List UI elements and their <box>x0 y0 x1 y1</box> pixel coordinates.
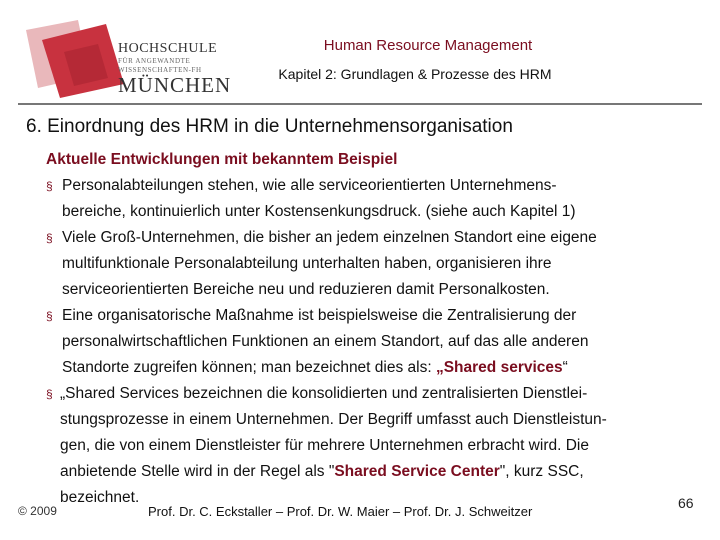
logo-line-4: MÜNCHEN <box>118 73 232 97</box>
bullet-item <box>46 381 696 511</box>
bullet-line: Viele Groß-Unternehmen, die bisher an jedem einzelnen Standort eine eigene <box>62 229 597 246</box>
bullet-marker: § <box>46 387 53 401</box>
bullet-line <box>62 355 696 381</box>
logo-line-3: WISSENSCHAFTEN-FH <box>118 66 202 74</box>
quote-open: „ <box>435 359 444 376</box>
slide-title: 6. Einordnung des HRM in die Unternehmensorganisation <box>26 116 513 137</box>
bullet-text: Standorte zugreifen können; man bezeichnet dies als: <box>62 359 436 376</box>
logo-wordmark <box>118 42 231 96</box>
university-logo <box>20 18 232 100</box>
bullet-marker: § <box>46 231 53 245</box>
bullet-line: stungsprozesse in einem Unternehmen. Der Begriff umfasst auch Dienstleistun- <box>60 411 607 428</box>
logo-line-1: HOCHSCHULE <box>118 41 218 56</box>
bullet-line: Personalabteilungen stehen, wie alle serviceorientierten Unternehmens- <box>62 177 557 194</box>
quote-open: " <box>328 463 335 480</box>
page-number: 66 <box>678 495 694 511</box>
quote-close: “ <box>562 359 568 376</box>
header-divider <box>18 103 702 105</box>
chapter-subtitle: Kapitel 2: Grundlagen & Prozesse des HRM <box>278 66 552 82</box>
slide-body <box>46 147 696 511</box>
bullet-marker: § <box>46 179 53 193</box>
bullet-item <box>46 303 696 381</box>
bullet-text: , kurz SSC, <box>505 463 584 480</box>
logo-line-2: FÜR ANGEWANDTE <box>118 57 191 65</box>
bullet-line: gen, die von einem Dienstleister für mehrere Unternehmen erbracht wird. Die <box>60 437 589 454</box>
shared-services-term: Shared services <box>443 359 563 376</box>
section-subheading: Aktuelle Entwicklungen mit bekanntem Beispiel <box>46 151 398 168</box>
bullet-line: multifunktionale Personalabteilung unterhalten haben, organisieren ihre <box>62 255 552 272</box>
bullet-text: anbietende Stelle wird in der Regel als <box>60 463 329 480</box>
ssc-term: Shared Service Center <box>334 463 500 480</box>
quote-close: " <box>499 463 506 480</box>
bullet-item <box>46 173 696 225</box>
bullet-item <box>46 225 696 303</box>
course-title: Human Resource Management <box>323 37 533 54</box>
author-credits: Prof. Dr. C. Eckstaller – Prof. Dr. W. Maier – Prof. Dr. J. Schweitzer <box>148 504 533 519</box>
bullet-line <box>60 459 696 485</box>
logo-emblem <box>20 18 130 100</box>
copyright-notice: © 2009 <box>18 504 57 518</box>
bullet-line: Eine organisatorische Maßnahme ist beispielsweise die Zentralisierung der <box>62 307 577 324</box>
bullet-line: „Shared Services bezeichnen die konsolidierten und zentralisierten Dienstlei- <box>60 385 588 402</box>
bullet-line: personalwirtschaftlichen Funktionen an einem Standort, auf das alle anderen <box>62 333 589 350</box>
bullet-line: serviceorientierten Bereiche neu und reduzieren damit Personalkosten. <box>62 281 550 298</box>
bullet-marker: § <box>46 309 53 323</box>
bullet-line: bezeichnet. <box>60 489 140 506</box>
bullet-line: bereiche, kontinuierlich unter Kostensenkungsdruck. (siehe auch Kapitel 1) <box>62 203 576 220</box>
